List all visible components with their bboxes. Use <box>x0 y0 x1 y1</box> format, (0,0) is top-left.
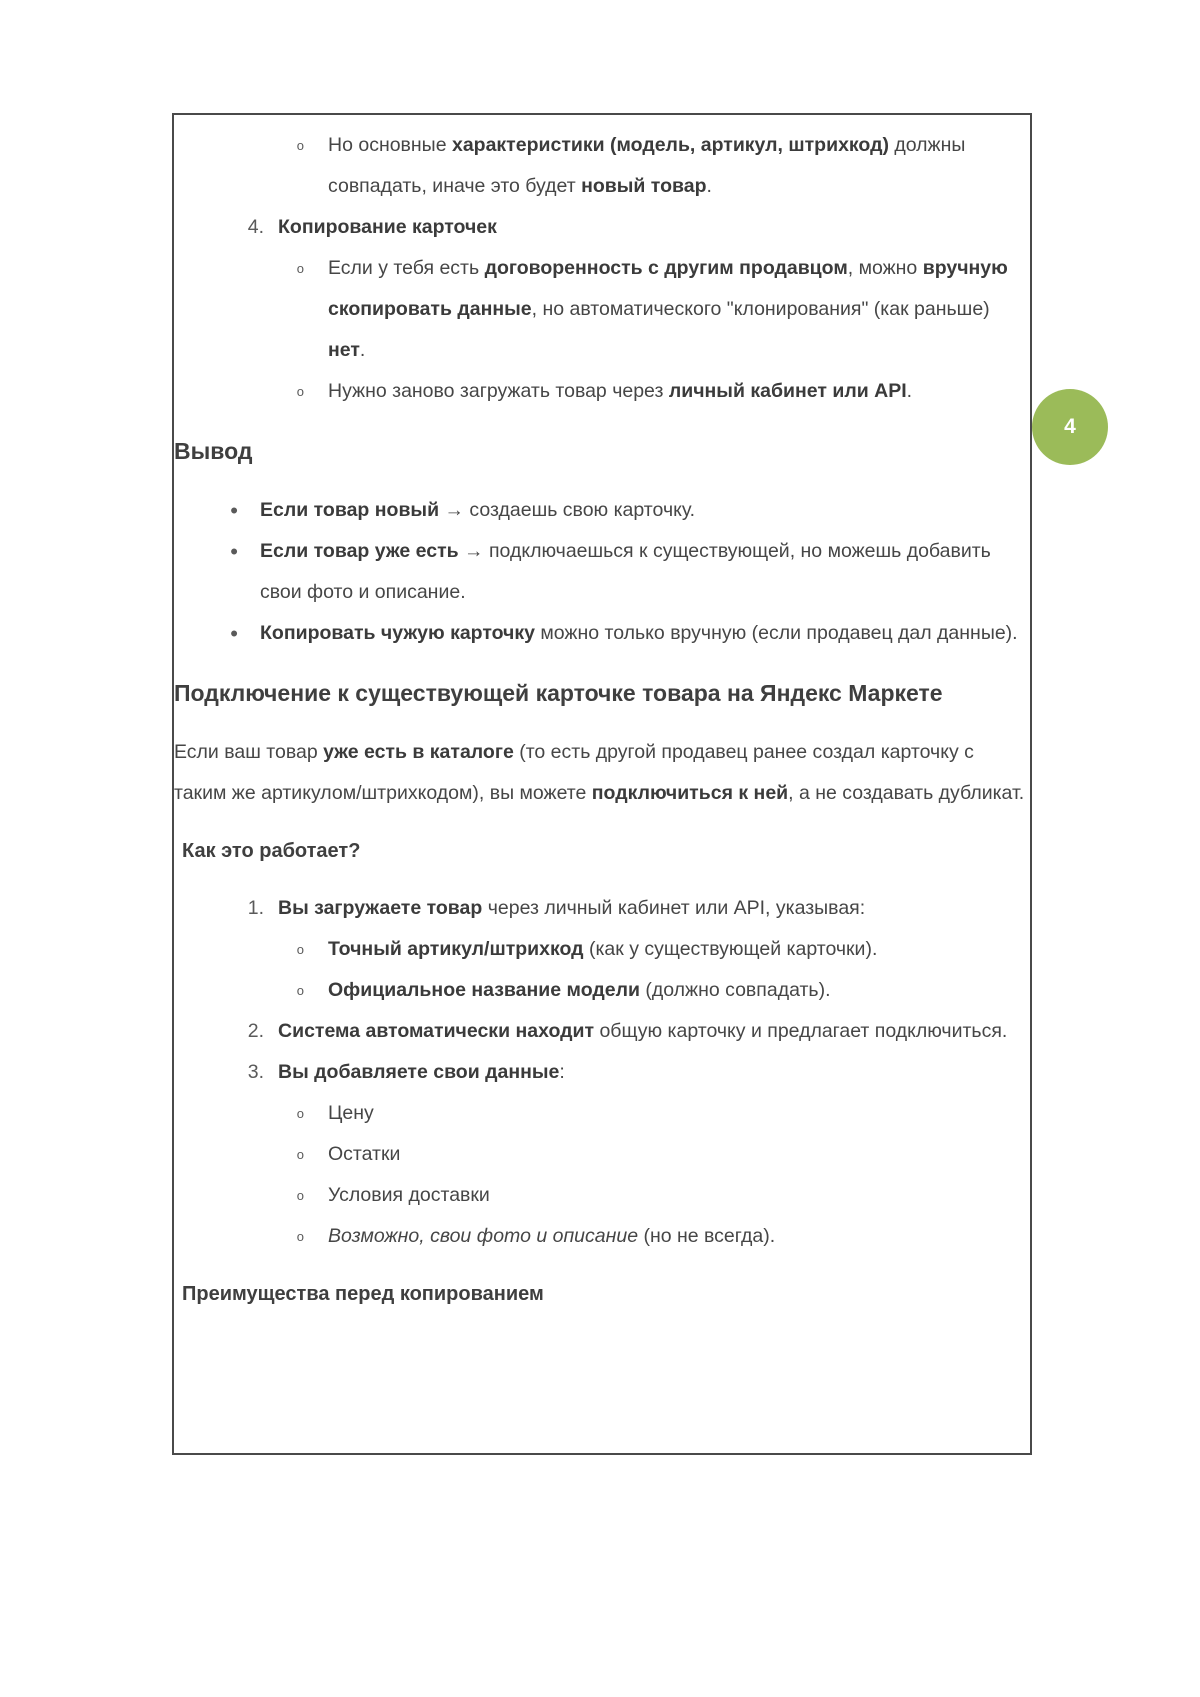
circle-bullet-icon: o <box>296 942 304 957</box>
text-run-bold: подключиться к ней <box>591 782 789 804</box>
circle-bullet-icon: o <box>296 1106 304 1121</box>
text-run-bold: Система автоматически находит <box>278 1020 595 1042</box>
section-heading-podkluchenie: Подключение к существующей карточке товара на Яндекс Маркете <box>174 680 943 706</box>
subheading-how-it-works: Как это работает? <box>182 840 361 862</box>
list-item <box>174 531 1030 613</box>
text-run: Нужно заново загружать товар через <box>328 380 669 402</box>
list-item-text <box>278 888 1030 929</box>
list-item-text: Остатки <box>328 1143 401 1165</box>
text-run: Но основные <box>328 134 452 156</box>
intro-paragraph <box>174 732 1030 814</box>
section-heading-vyvod: Вывод <box>174 438 253 464</box>
document-body <box>174 115 1030 1309</box>
circle-bullet-icon: o <box>296 1229 304 1244</box>
text-run-bold: Точный артикул/штрихкод <box>328 938 584 960</box>
text-run: Если у тебя есть <box>328 257 485 279</box>
list-item-text: Условия доставки <box>328 1184 490 1206</box>
spacer <box>174 654 1030 676</box>
list-item-text <box>328 248 1030 371</box>
text-run-bold: Официальное название модели <box>328 979 640 1001</box>
text-run: → создаешь свою карточку. <box>439 499 696 521</box>
list-item-text <box>278 207 1030 248</box>
text-run: (то есть другой продавец ранее создал карточку с таким же артикулом/штрихкодом), вы можете <box>174 741 974 804</box>
spacer <box>174 412 1030 434</box>
text-run-bold: нет <box>328 339 360 361</box>
text-run: (но не всегда). <box>638 1225 776 1247</box>
list-item <box>174 1011 1030 1052</box>
list-item <box>174 207 1030 248</box>
text-run-bold: Если товар новый <box>260 499 440 521</box>
list-item-text <box>328 929 1030 970</box>
round-bullet-icon: • <box>230 621 238 646</box>
list-item <box>174 1052 1030 1093</box>
text-run-bold: Вы загружаете товар <box>278 897 483 919</box>
list-item <box>174 1216 1030 1257</box>
spacer <box>174 1257 1030 1279</box>
circle-bullet-icon: o <box>296 1147 304 1162</box>
list-item-text <box>260 490 1030 531</box>
list-number: 4. <box>247 216 264 238</box>
circle-bullet-icon: o <box>296 1188 304 1203</box>
circle-bullet-icon: o <box>296 983 304 998</box>
text-run: : <box>559 1061 565 1083</box>
spacer <box>174 115 1030 125</box>
text-run-bold: Если товар уже есть <box>260 540 459 562</box>
text-run: , но автоматического "клонирования" (как раньше) <box>531 298 990 320</box>
list-item-text <box>278 1052 1030 1093</box>
text-run: должны совпадать, иначе это будет <box>328 134 966 197</box>
list-item-text <box>278 1011 1030 1052</box>
text-run-bold: Вы добавляете свои данные <box>278 1061 560 1083</box>
text-run-bold: новый товар <box>581 175 707 197</box>
list-item-text <box>260 613 1030 654</box>
text-run-bold: уже есть в каталоге <box>323 741 514 763</box>
text-run-bold: Копировать чужую карточку <box>260 622 535 644</box>
text-run: (должно совпадать). <box>639 979 831 1001</box>
subheading-advantages: Преимущества перед копированием <box>182 1283 544 1305</box>
circle-bullet-icon: o <box>296 384 304 399</box>
list-item <box>174 888 1030 929</box>
spacer <box>174 866 1030 888</box>
text-run: можно только вручную (если продавец дал данные). <box>534 622 1018 644</box>
list-item <box>174 1134 1030 1175</box>
text-run: → подключаешься к существующей, но можешь добавить свои фото и описание. <box>260 540 991 603</box>
text-run: . <box>706 175 712 197</box>
text-run-bold: вручную скопировать данные <box>328 257 1008 320</box>
text-run: (как у существующей карточки). <box>583 938 878 960</box>
round-bullet-icon: • <box>230 498 238 523</box>
text-run: , а не создавать дубликат. <box>788 782 1025 804</box>
list-number: 3. <box>247 1061 264 1083</box>
list-item <box>174 371 1030 412</box>
text-run-bold: договоренность с другим продавцом <box>484 257 848 279</box>
list-item-text <box>328 371 1030 412</box>
list-item <box>174 490 1030 531</box>
list-item-text <box>260 531 1030 613</box>
text-run: через личный кабинет или API, указывая: <box>482 897 866 919</box>
text-run: Если ваш товар <box>174 741 324 763</box>
list-item <box>174 613 1030 654</box>
text-run-italic: Возможно, свои фото и описание <box>328 1225 639 1247</box>
list-number: 2. <box>247 1020 264 1042</box>
list-number: 1. <box>247 897 264 919</box>
text-run: . <box>359 339 366 361</box>
text-run: , можно <box>847 257 923 279</box>
list-item-text <box>328 970 1030 1011</box>
list-item <box>174 125 1030 207</box>
page-number-badge: 4 <box>1032 389 1108 465</box>
text-run: . <box>906 380 913 402</box>
text-run-bold: характеристики (модель, артикул, штрихкод) <box>451 134 889 156</box>
list-item <box>174 1093 1030 1134</box>
spacer <box>174 468 1030 490</box>
list-item-text: Цену <box>328 1102 374 1124</box>
spacer <box>174 710 1030 732</box>
circle-bullet-icon: o <box>296 138 304 153</box>
document-page <box>172 113 1032 1455</box>
text-run: общую карточку и предлагает подключиться. <box>594 1020 1008 1042</box>
list-item-text <box>328 125 1030 207</box>
text-run-bold: личный кабинет или API <box>668 380 907 402</box>
list-item-text <box>328 1216 1030 1257</box>
list-item <box>174 970 1030 1011</box>
circle-bullet-icon: o <box>296 261 304 276</box>
list-item <box>174 248 1030 371</box>
list-item <box>174 1175 1030 1216</box>
spacer <box>174 814 1030 836</box>
text-run-bold: Копирование карточек <box>278 216 497 238</box>
list-item <box>174 929 1030 970</box>
round-bullet-icon: • <box>230 539 238 564</box>
